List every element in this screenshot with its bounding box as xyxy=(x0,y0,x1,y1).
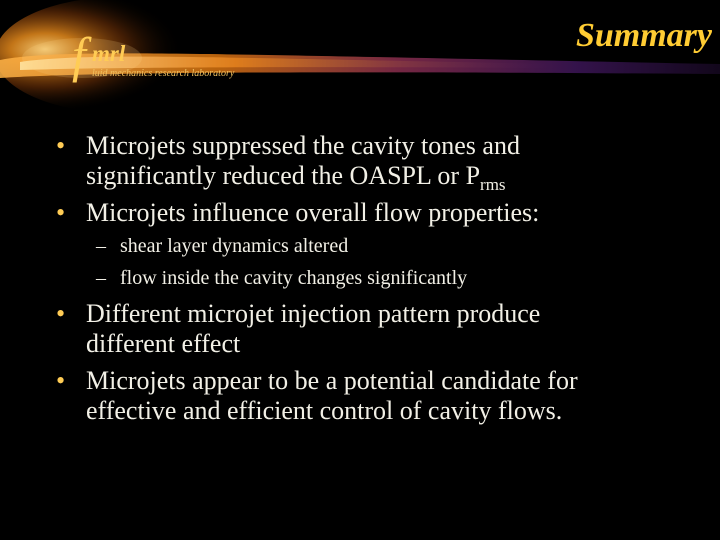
logo-name: mrl xyxy=(92,41,126,66)
bullet-item-1-line2-text: significantly reduced the OASPL or P xyxy=(86,161,481,190)
sub-item-2 xyxy=(96,266,680,290)
bullet-item-3 xyxy=(56,299,696,359)
bullet-item-3-line1: Different microjet injection pattern produce xyxy=(86,299,541,328)
sub-item-1-text: shear layer dynamics altered xyxy=(120,235,349,257)
bullet-item-1-line2 xyxy=(86,161,696,194)
fmrl-logo xyxy=(72,27,332,90)
dash-marker: – xyxy=(96,235,106,257)
logo-letter-f: f xyxy=(72,27,86,83)
bullet-item-1 xyxy=(56,131,696,194)
sub-item-2-text: flow inside the cavity changes significantly xyxy=(120,267,468,289)
bullet-marker: • xyxy=(56,198,66,227)
bullet-item-3-line2: different effect xyxy=(86,329,241,358)
bullet-item-1-line1: Microjets suppressed the cavity tones and xyxy=(86,131,520,160)
dash-marker: – xyxy=(96,267,106,289)
logo-subtitle: luid mechanics research laboratory xyxy=(92,68,235,79)
bullet-item-4 xyxy=(56,366,696,426)
bullet-marker: • xyxy=(56,366,66,395)
sub-item-1 xyxy=(96,234,680,258)
bullet-item-4-line2: effective and efficient control of cavity flows. xyxy=(86,396,563,425)
prms-subscript: rms xyxy=(480,175,506,194)
slide-title: Summary xyxy=(575,17,712,54)
bullet-marker: • xyxy=(56,131,66,160)
bullet-item-2 xyxy=(56,198,696,228)
bullet-marker: • xyxy=(56,299,66,328)
bullet-item-4-line1: Microjets appear to be a potential candidate for xyxy=(86,366,578,395)
bullet-item-2-text: Microjets influence overall flow properties: xyxy=(86,198,540,227)
